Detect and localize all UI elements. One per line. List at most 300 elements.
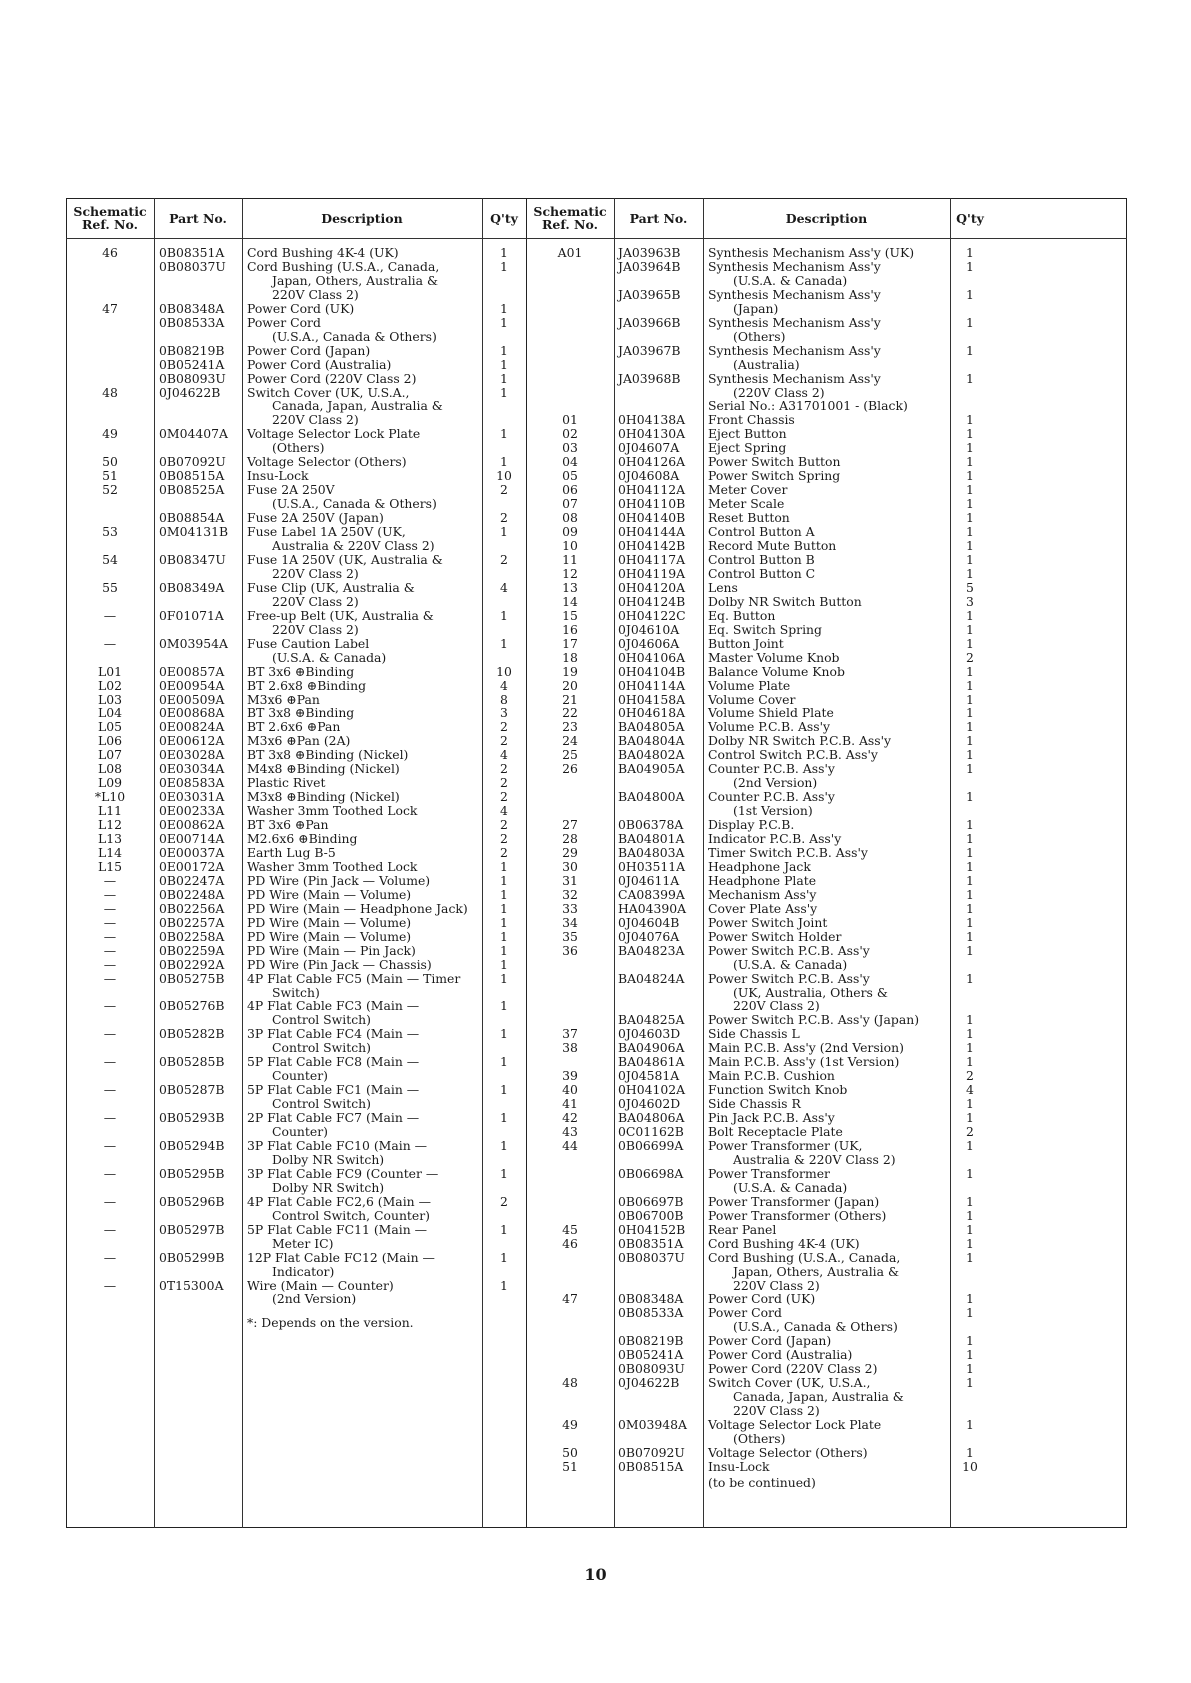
ref-no: — [103, 1082, 117, 1098]
table-row [66, 930, 526, 944]
quantity: 1 [500, 300, 508, 316]
part-no: 0B08349A [159, 579, 225, 595]
table-row [66, 246, 526, 260]
table-row [526, 1083, 1127, 1097]
table-row [526, 888, 1127, 902]
quantity: 1 [966, 970, 974, 986]
table-row [526, 344, 1127, 372]
description [242, 930, 482, 944]
part-no: 0B02258A [159, 928, 225, 944]
description-line: Main P.C.B. Ass'y (2nd Version) [708, 1040, 904, 1056]
part-no: 0B05294B [159, 1138, 225, 1153]
ref-no: — [103, 1054, 117, 1070]
table-row [66, 260, 526, 302]
description-line: Indicator) [272, 1263, 335, 1279]
ref-no: 11 [562, 551, 578, 567]
table-row [526, 637, 1127, 651]
table-row [526, 441, 1127, 455]
description [242, 358, 482, 372]
quantity: 1 [500, 258, 508, 274]
ref-no: 54 [102, 551, 118, 567]
table-row [526, 1013, 1127, 1027]
description [703, 832, 950, 846]
quantity: 5 [966, 579, 974, 595]
description-line: Free-up Belt (UK, Australia & [247, 607, 434, 623]
part-no: 0H04114A [618, 677, 686, 693]
part-no: 0B08093U [618, 1361, 685, 1377]
description-line: BT 2.6x6 ⊕Pan [247, 719, 341, 735]
description-line: Wire (Main — Counter) [247, 1277, 394, 1293]
description-line: Synthesis Mechanism Ass'y [708, 314, 881, 330]
table-row [526, 734, 1127, 748]
table-row [66, 776, 526, 790]
part-no: 0B05241A [618, 1347, 684, 1363]
quantity: 1 [966, 844, 974, 860]
description-line: Counter P.C.B. Ass'y [708, 761, 835, 777]
description [242, 693, 482, 707]
description [703, 1209, 950, 1223]
description [703, 623, 950, 637]
ref-no: 32 [562, 886, 578, 902]
quantity: 1 [500, 970, 508, 986]
part-no: 0B08533A [618, 1305, 684, 1321]
description [242, 455, 482, 469]
ref-no: — [103, 872, 117, 888]
description-line: Front Chassis [708, 412, 795, 428]
quantity: 1 [500, 942, 508, 958]
table-row [526, 1069, 1127, 1083]
quantity: 1 [966, 1193, 974, 1209]
part-no: 0H04618A [618, 705, 686, 721]
quantity: 1 [500, 928, 508, 944]
part-no: 0B05275B [159, 970, 225, 986]
description-line: Pin Jack P.C.B. Ass'y [708, 1110, 835, 1126]
ref-no: 38 [562, 1040, 578, 1056]
table-row [526, 1097, 1127, 1111]
description [242, 706, 482, 720]
quantity: 1 [500, 886, 508, 902]
description [242, 748, 482, 762]
description [242, 720, 482, 734]
ref-no: 37 [562, 1026, 578, 1042]
part-no: 0B05276B [159, 998, 225, 1014]
description-line: Volume Plate [708, 677, 791, 693]
quantity: 1 [500, 1138, 508, 1153]
ref-no: 47 [102, 300, 118, 316]
description [703, 525, 950, 539]
ref-no: 10 [562, 538, 578, 554]
part-no: 0M03954A [159, 635, 228, 651]
header-description: Description [321, 210, 403, 226]
ref-no: 29 [562, 844, 578, 860]
description-line: Power Cord (220V Class 2) [708, 1361, 878, 1377]
ref-no: 41 [562, 1096, 578, 1112]
table-row [526, 1055, 1127, 1069]
table-row [66, 1111, 526, 1139]
part-no: 0B05241A [159, 356, 225, 372]
quantity: 1 [966, 440, 974, 456]
description-line: (Others) [733, 1431, 786, 1447]
header-ref [66, 198, 154, 238]
quantity: 1 [966, 482, 974, 498]
description [242, 888, 482, 902]
description-line: Control Switch P.C.B. Ass'y [708, 747, 878, 763]
quantity: 1 [966, 1347, 974, 1363]
header-ref [526, 198, 614, 238]
description-line: Power Switch P.C.B. Ass'y [708, 970, 870, 986]
table-row [526, 1446, 1127, 1460]
table-row [66, 553, 526, 581]
table-row [526, 720, 1127, 734]
ref-no: 46 [562, 1235, 578, 1251]
description-line: Synthesis Mechanism Ass'y (UK) [708, 245, 915, 260]
description-line: BT 3x8 ⊕Binding (Nickel) [247, 747, 409, 763]
description-line: (220V Class 2) [733, 384, 825, 400]
table-row [66, 469, 526, 483]
description-line: Voltage Selector (Others) [247, 454, 407, 470]
description [242, 637, 482, 665]
description-line: (U.S.A., Canada & Others) [272, 328, 437, 344]
table-row [66, 1139, 526, 1167]
description [703, 260, 950, 288]
table-row [526, 316, 1127, 344]
description [703, 246, 950, 260]
part-no: 0H04119A [618, 565, 686, 581]
part-no: 0M04407A [159, 426, 228, 442]
ref-no: 04 [562, 454, 578, 470]
quantity: 2 [966, 1124, 974, 1140]
description [703, 888, 950, 902]
table-row [66, 455, 526, 469]
description-line: Power Cord [708, 1305, 782, 1321]
description [703, 1097, 950, 1111]
table-row [526, 651, 1127, 665]
description-line: Main P.C.B. Ass'y (1st Version) [708, 1054, 900, 1070]
part-no: 0H04152B [618, 1221, 686, 1237]
ref-no: 49 [562, 1417, 578, 1433]
description [703, 734, 950, 748]
description [242, 734, 482, 748]
part-no: JA03968B [618, 370, 681, 386]
ref-no: L08 [98, 761, 122, 777]
quantity: 1 [966, 607, 974, 623]
header-part: Part No. [629, 210, 688, 226]
table-row [66, 1027, 526, 1055]
description-line: 4P Flat Cable FC3 (Main — [247, 998, 420, 1014]
quantity: 1 [966, 1417, 974, 1433]
ref-no: 01 [562, 412, 578, 428]
quantity: 1 [500, 1165, 508, 1181]
ref-no: — [103, 900, 117, 916]
table-row [526, 511, 1127, 525]
description [242, 260, 482, 302]
description-line: Insu-Lock [708, 1458, 770, 1474]
description [703, 637, 950, 651]
quantity: 1 [966, 900, 974, 916]
quantity: 1 [966, 524, 974, 540]
description-line: (2nd Version) [272, 1291, 357, 1307]
ref-no: 24 [562, 733, 578, 749]
description-line: Control Switch, Counter) [272, 1207, 430, 1223]
ref-no: 03 [562, 440, 578, 456]
description-line: Synthesis Mechanism Ass'y [708, 342, 881, 358]
description-line: Fuse Label 1A 250V (UK, [247, 524, 406, 540]
quantity: 1 [966, 831, 974, 847]
description [242, 958, 482, 972]
description-line: 220V Class 2) [272, 286, 359, 302]
ref-no: 49 [102, 426, 118, 442]
table-row [66, 581, 526, 609]
quantity: 10 [962, 1458, 978, 1474]
description-line: Japan, Others, Australia & [733, 1263, 899, 1279]
description-line: PD Wire (Pin Jack — Chassis) [247, 956, 432, 972]
description [703, 1013, 950, 1027]
part-no: 0B08347U [159, 551, 226, 567]
part-no: 0B05297B [159, 1221, 225, 1237]
description [703, 288, 950, 316]
ref-no: 50 [102, 454, 118, 470]
description [703, 944, 950, 972]
quantity: 1 [500, 454, 508, 470]
description-line: Dolby NR Switch Button [708, 593, 862, 609]
table-row [526, 1167, 1127, 1195]
quantity: 4 [966, 1082, 974, 1098]
table-row [526, 427, 1127, 441]
ref-no: A01 [557, 245, 583, 260]
quantity: 10 [496, 663, 512, 679]
quantity: 1 [966, 886, 974, 902]
quantity: 1 [500, 1249, 508, 1265]
quantity: 1 [966, 1110, 974, 1126]
part-no: 0E00862A [159, 817, 225, 833]
description [703, 665, 950, 679]
part-no: 0B06700B [618, 1207, 684, 1223]
ref-no: — [103, 956, 117, 972]
table-row [66, 1167, 526, 1195]
description-line: 4P Flat Cable FC2,6 (Main — [247, 1193, 431, 1209]
description-line: M3x6 ⊕Pan (2A) [247, 733, 351, 749]
table-row [526, 399, 1127, 413]
quantity: 1 [500, 1054, 508, 1070]
description [242, 344, 482, 358]
description-line: Voltage Selector Lock Plate [708, 1417, 882, 1433]
ref-no: L12 [98, 817, 122, 833]
table-row [526, 567, 1127, 581]
description [703, 1418, 950, 1446]
quantity: 8 [500, 691, 508, 707]
description [703, 916, 950, 930]
part-no: 0H04130A [618, 426, 686, 442]
continued-note: (to be continued) [708, 1474, 816, 1490]
part-no: BA04861A [618, 1054, 685, 1070]
quantity: 2 [500, 789, 508, 805]
ref-no: 19 [562, 663, 578, 679]
part-no: 0J04076A [618, 928, 680, 944]
part-no: 0J04611A [618, 872, 680, 888]
description-line: (U.S.A. & Canada) [733, 272, 848, 288]
part-no: 0B02257A [159, 914, 225, 930]
quantity: 1 [966, 1361, 974, 1377]
part-no: 0B08515A [159, 468, 225, 484]
description [242, 860, 482, 874]
table-row [526, 1348, 1127, 1362]
part-no: BA04825A [618, 1012, 685, 1028]
description [703, 1446, 950, 1460]
ref-no: 33 [562, 900, 578, 916]
description [703, 1027, 950, 1041]
quantity: 1 [966, 1096, 974, 1112]
ref-no: 50 [562, 1444, 578, 1460]
description-line: Counter P.C.B. Ass'y [708, 789, 835, 805]
description [703, 1069, 950, 1083]
parts-table-left [66, 198, 526, 1528]
description [242, 776, 482, 790]
table-row [66, 888, 526, 902]
description [703, 1083, 950, 1097]
quantity: 1 [966, 370, 974, 386]
quantity: 1 [966, 1333, 974, 1349]
description-line: Volume Shield Plate [708, 705, 834, 721]
table-row [66, 637, 526, 665]
description-line: PD Wire (Main — Volume) [247, 928, 412, 944]
description-line: Canada, Japan, Australia & [733, 1389, 904, 1405]
table-row [526, 944, 1127, 972]
part-no: BA04906A [618, 1040, 685, 1056]
quantity: 2 [500, 733, 508, 749]
part-no: 0J04606A [618, 635, 680, 651]
table-row [526, 413, 1127, 427]
description-line: Washer 3mm Toothed Lock [247, 858, 418, 874]
part-no: 0B08037U [618, 1249, 685, 1265]
description-line: Power Transformer (Others) [708, 1207, 887, 1223]
part-no: 0H04158A [618, 691, 686, 707]
ref-no: 20 [562, 677, 578, 693]
ref-no: L14 [98, 844, 122, 860]
description [242, 525, 482, 553]
table-row [66, 511, 526, 525]
description-line: Headphone Jack [708, 858, 811, 874]
quantity: 2 [500, 831, 508, 847]
table-row [526, 1306, 1127, 1334]
description [703, 860, 950, 874]
ref-no: — [103, 1110, 117, 1126]
ref-no: 48 [102, 384, 118, 400]
description [703, 483, 950, 497]
description-line: Power Switch P.C.B. Ass'y [708, 942, 870, 958]
part-no: BA04824A [618, 970, 685, 986]
parts-list-sheet [66, 198, 1127, 1528]
ref-no: L06 [98, 733, 122, 749]
part-no: JA03963B [618, 245, 681, 260]
description-line: Washer 3mm Toothed Lock [247, 803, 418, 819]
description [703, 1139, 950, 1167]
table-row [526, 372, 1127, 400]
part-no: 0J04607A [618, 440, 680, 456]
quantity: 1 [966, 914, 974, 930]
table-row [526, 553, 1127, 567]
table-row [526, 1460, 1127, 1474]
quantity: 1 [966, 1375, 974, 1391]
table-row [66, 1195, 526, 1223]
description-line: Power Transformer (UK, [708, 1138, 863, 1153]
description-line: Cord Bushing 4K-4 (UK) [708, 1235, 860, 1251]
description-line: PD Wire (Main — Headphone Jack) [247, 900, 468, 916]
header-ref-line1: Schematic [73, 204, 147, 219]
description-line: M2.6x6 ⊕Binding [247, 831, 358, 847]
table-row [526, 1223, 1127, 1237]
table-row [526, 1334, 1127, 1348]
table-row [526, 455, 1127, 469]
description [703, 1460, 950, 1474]
ref-no: L04 [98, 705, 122, 721]
part-no: 0F01071A [159, 607, 224, 623]
table-row [526, 790, 1127, 818]
ref-no: — [103, 928, 117, 944]
part-no: 0B07092U [618, 1444, 685, 1460]
table-row [66, 1055, 526, 1083]
description [242, 386, 482, 428]
quantity: 4 [500, 747, 508, 763]
description-line: Rear Panel [708, 1221, 777, 1237]
part-no: 0B06697B [618, 1193, 684, 1209]
description-line: Power Cord (Japan) [247, 342, 371, 358]
table-row [526, 1251, 1127, 1293]
quantity: 1 [500, 607, 508, 623]
description [242, 316, 482, 344]
table-row [526, 497, 1127, 511]
ref-no: 45 [562, 1221, 578, 1237]
ref-no: 27 [562, 817, 578, 833]
part-no: 0H04110B [618, 496, 686, 512]
quantity: 1 [500, 370, 508, 386]
quantity: 1 [966, 245, 974, 260]
table-row [526, 706, 1127, 720]
table-row [526, 469, 1127, 483]
part-no: BA04805A [618, 719, 685, 735]
quantity: 1 [966, 817, 974, 833]
part-no: 0H04142B [618, 538, 686, 554]
quantity: 1 [966, 1207, 974, 1223]
header-qty: Q'ty [956, 210, 984, 226]
part-no: 0B02256A [159, 900, 225, 916]
ref-no: 39 [562, 1068, 578, 1084]
quantity: 1 [966, 1249, 974, 1265]
description [703, 497, 950, 511]
table-row [526, 1237, 1127, 1251]
table-row [66, 790, 526, 804]
description-line: 5P Flat Cable FC1 (Main — [247, 1082, 420, 1098]
description-line: M3x8 ⊕Binding (Nickel) [247, 789, 400, 805]
description-line: (1st Version) [733, 803, 813, 819]
part-no: 0J04622B [159, 384, 221, 400]
part-no: 0B05293B [159, 1110, 225, 1126]
description-line: Eq. Switch Spring [708, 621, 822, 637]
table-row [526, 1209, 1127, 1223]
quantity: 1 [966, 677, 974, 693]
quantity: 1 [966, 551, 974, 567]
description-line: BT 2.6x8 ⊕Binding [247, 677, 367, 693]
description-line: 220V Class 2) [733, 998, 820, 1014]
header-qty: Q'ty [490, 210, 518, 226]
table-row [526, 1027, 1127, 1041]
quantity: 1 [500, 245, 508, 260]
description [242, 372, 482, 386]
description [242, 846, 482, 860]
description [242, 1055, 482, 1083]
part-no: BA04803A [618, 844, 685, 860]
description [703, 511, 950, 525]
description [703, 762, 950, 790]
